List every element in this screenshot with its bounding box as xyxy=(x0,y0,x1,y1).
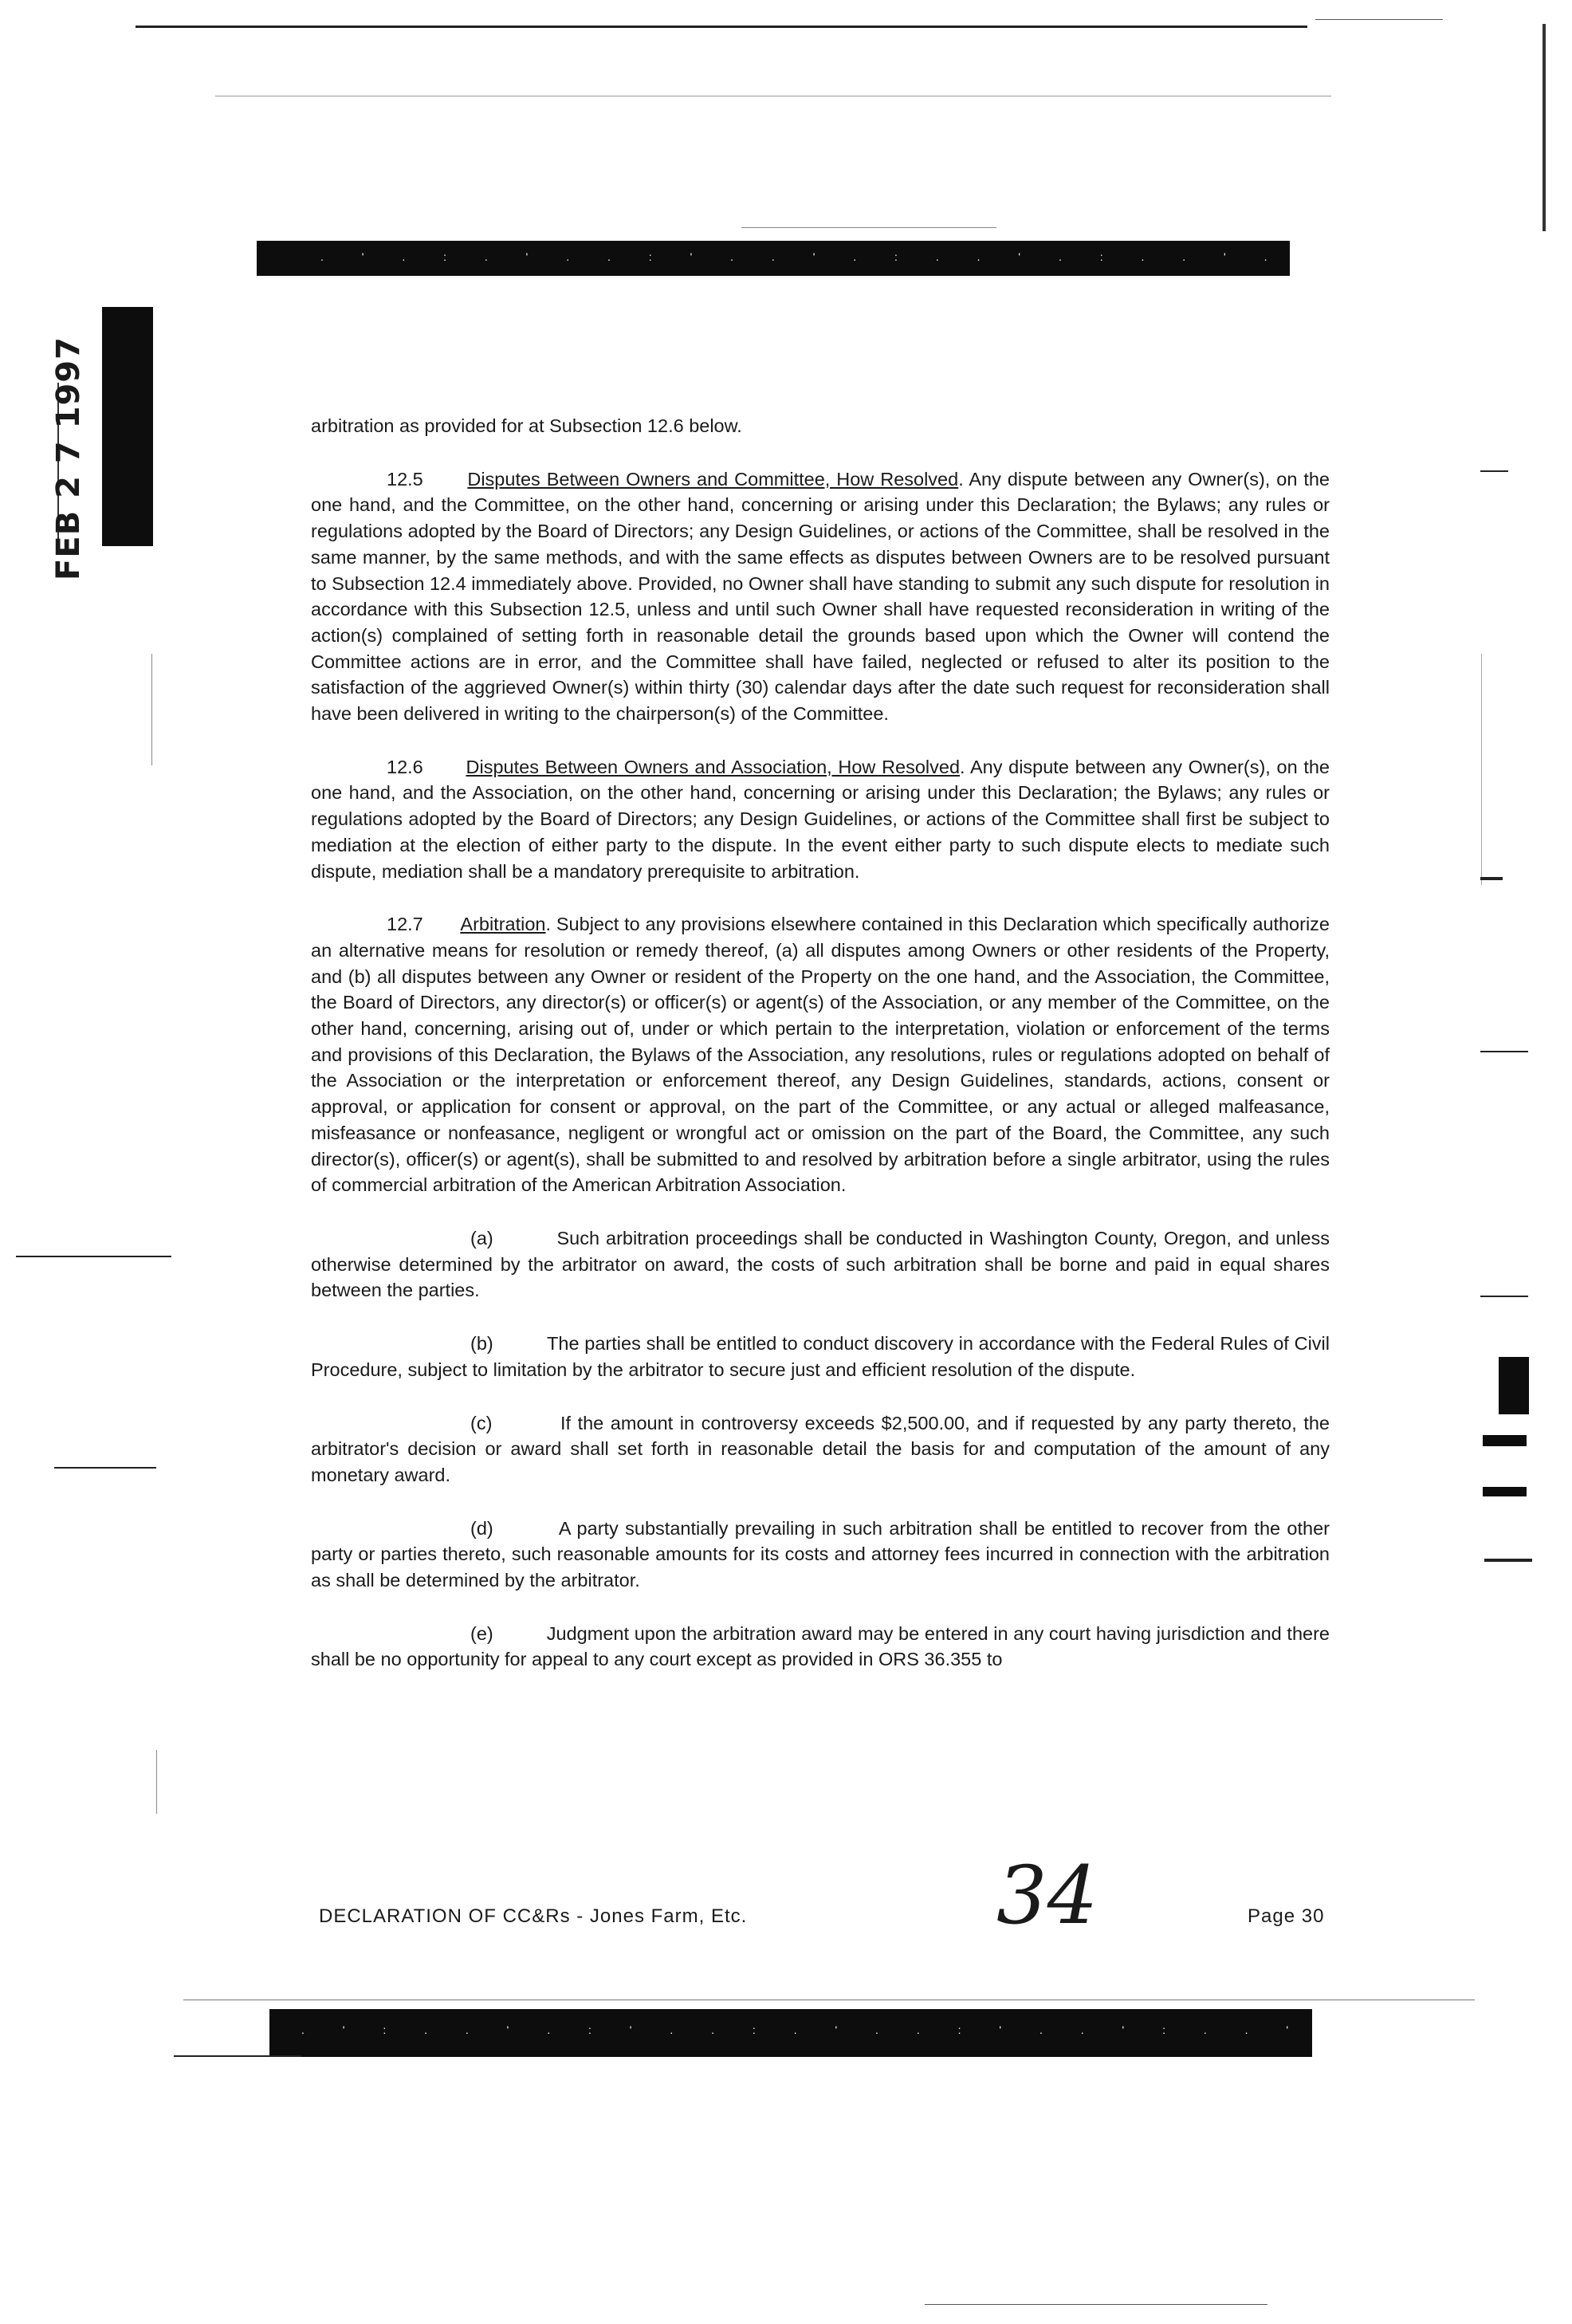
scan-rule-top xyxy=(136,26,1307,28)
subsection-b xyxy=(311,1331,1330,1382)
section-number: 12.5 xyxy=(387,468,423,490)
received-date-stamp xyxy=(37,336,100,580)
margin-dash xyxy=(1484,1559,1532,1562)
subsection-label: (b) xyxy=(470,1333,493,1355)
margin-mark xyxy=(151,654,152,765)
scan-rule-footer xyxy=(925,2304,1267,2305)
margin-dash xyxy=(16,1256,171,1257)
scan-rule-bottom-left xyxy=(174,2055,301,2057)
scan-black-bar-top: . ' . : . ' . . : ' . . ' . : . . ' . : . . ' . ' . : . . ' . xyxy=(257,241,1290,276)
margin-block xyxy=(1483,1435,1527,1446)
section-12-5 xyxy=(311,466,1330,727)
subsection-a xyxy=(311,1225,1330,1304)
document-body xyxy=(311,413,1330,1673)
subsection-text: A party substantially prevailing in such arbitration shall be entitled to recover from the other party or parties thereto, such reasonable amounts for its costs and attorney fees incurred in connection with the arbitration as shall be determined by the arbitrator. xyxy=(311,1517,1330,1591)
subsection-label: (e) xyxy=(470,1622,493,1644)
stamp-black-strip xyxy=(102,307,153,546)
margin-dash xyxy=(54,1467,156,1469)
scan-rule-top-4 xyxy=(741,227,996,228)
section-heading: Disputes Between Owners and Committee, How Resolved xyxy=(467,468,959,490)
section-12-6 xyxy=(311,754,1330,885)
margin-mark xyxy=(1543,24,1546,231)
subsection-text: The parties shall be entitled to conduct discovery in accordance with the Federal Rules of Civil Procedure, subject to limitation by the arbitrator to secure just and efficient resolution of the dispute. xyxy=(311,1333,1330,1380)
scan-rule-top-2 xyxy=(1315,19,1443,20)
section-12-7 xyxy=(311,911,1330,1198)
margin-dash xyxy=(1480,1296,1528,1297)
subsection-text: Judgment upon the arbitration award may be entered in any court having jurisdiction and there shall be no opportunity for appeal to any court except as provided in ORS 36.355 to xyxy=(311,1622,1330,1670)
stamp-date: FEB 2 7 1997 xyxy=(50,336,87,580)
subsection-text: Such arbitration proceedings shall be conducted in Washington County, Oregon, and unless otherwise determined by the arbitrator on award, the costs of such arbitration shall be borne and paid in equal shares between the parties. xyxy=(311,1227,1330,1301)
margin-dash xyxy=(1480,470,1508,472)
subsection-label: (c) xyxy=(470,1412,493,1433)
subsection-label: (a) xyxy=(470,1227,493,1249)
continued-paragraph: arbitration as provided for at Subsection 12.6 below. xyxy=(311,415,742,436)
section-text: . Any dispute between any Owner(s), on the one hand, and the Association, on the other hand, concerning or arising under this Declaration; the Bylaws; any rules or regulations adopted by the Board of Directors; any Design Guidelines, or actions of the Committee shall first be subject to mediation at the election of either party to the dispute. In the event either party to such dispute elects to mediate such dispute, mediation shall be a mandatory prerequisite to arbitration. xyxy=(311,756,1330,882)
subsection-label: (d) xyxy=(470,1517,493,1539)
margin-block xyxy=(1499,1357,1529,1414)
scan-black-bar-bottom: . ' : . . ' . : ' . . : . ' . . : ' . . ' : . . ' . : . ' . . xyxy=(269,2009,1312,2057)
footer-page-number: Page 30 xyxy=(1248,1905,1325,1927)
section-text: . Subject to any provisions elsewhere contained in this Declaration which specifically authorize an alternative means for resolution or remedy thereof, (a) all disputes among Owners or other residents of the Property, and (b) all disputes between any Owner or resident of the Property on the one hand, and the Association, the Committee, the Board of Directors, any director(s) or officer(s) or agent(s) of the Association, or any member of the Committee, on the other hand, concerning, arising out of, under or which pertain to the interpretation, violation or enforcement of the terms and provisions of this Declaration, the Bylaws of the Association, any resolutions, rules or regulations adopted on behalf of the Association or the interpretation or enforcement thereof, any Design Guidelines, standards, actions, consent or approval, or application for consent or approval, on the part of the Committee, or any actual or alleged malfeasance, misfeasance or nonfeasance, negligent or wrongful act or omission on the part of the Board, the Committee, any such director(s), officer(s) or agent(s), shall be submitted to and resolved by arbitration before a single arbitrator, using the rules of commercial arbitration of the American Arbitration Association. xyxy=(311,914,1330,1196)
section-number: 12.7 xyxy=(387,914,423,935)
margin-mark xyxy=(156,1750,157,1814)
section-heading: Disputes Between Owners and Association, How Resolved xyxy=(466,756,961,777)
section-heading: Arbitration xyxy=(460,914,546,935)
margin-dash xyxy=(1480,1051,1528,1052)
subsection-d xyxy=(311,1516,1330,1594)
margin-dash xyxy=(1480,877,1503,880)
footer-document-title: DECLARATION OF CC&Rs - Jones Farm, Etc. xyxy=(319,1905,748,1927)
section-text: . Any dispute between any Owner(s), on the one hand, and the Committee, on the other hand, concerning or arising under this Declaration; the Bylaws; any rules or regulations adopted by the Board of Directors; any Design Guidelines, or actions of the Committee, shall be resolved in the same manner, by the same methods, and with the same effects as disputes between Owners are to be resolved pursuant to Subsection 12.4 immediately above. Provided, no Owner shall have standing to submit any such dispute for resolution in accordance with this Subsection 12.5, unless and until such Owner shall have requested reconsideration in writing of the action(s) complained of setting forth in reasonable detail the grounds based upon which the Owner will contend the Committee actions are in error, and the Committee shall have failed, neglected or refused to alter its position to the satisfaction of the aggrieved Owner(s) within thirty (30) calendar days after the date such request for reconsideration shall have been delivered in writing to the chairperson(s) of the Committee. xyxy=(311,468,1330,725)
section-number: 12.6 xyxy=(387,756,423,777)
margin-block xyxy=(1483,1487,1527,1496)
handwritten-page-number: 34 xyxy=(996,1849,1098,1942)
subsection-text: If the amount in controversy exceeds $2,500.00, and if requested by any party thereto, the arbitrator's decision or award shall set forth in reasonable detail the basis for and computation of the amount of any monetary award. xyxy=(311,1412,1330,1485)
subsection-c xyxy=(311,1410,1330,1488)
margin-mark xyxy=(1481,654,1482,885)
subsection-e xyxy=(311,1621,1330,1673)
